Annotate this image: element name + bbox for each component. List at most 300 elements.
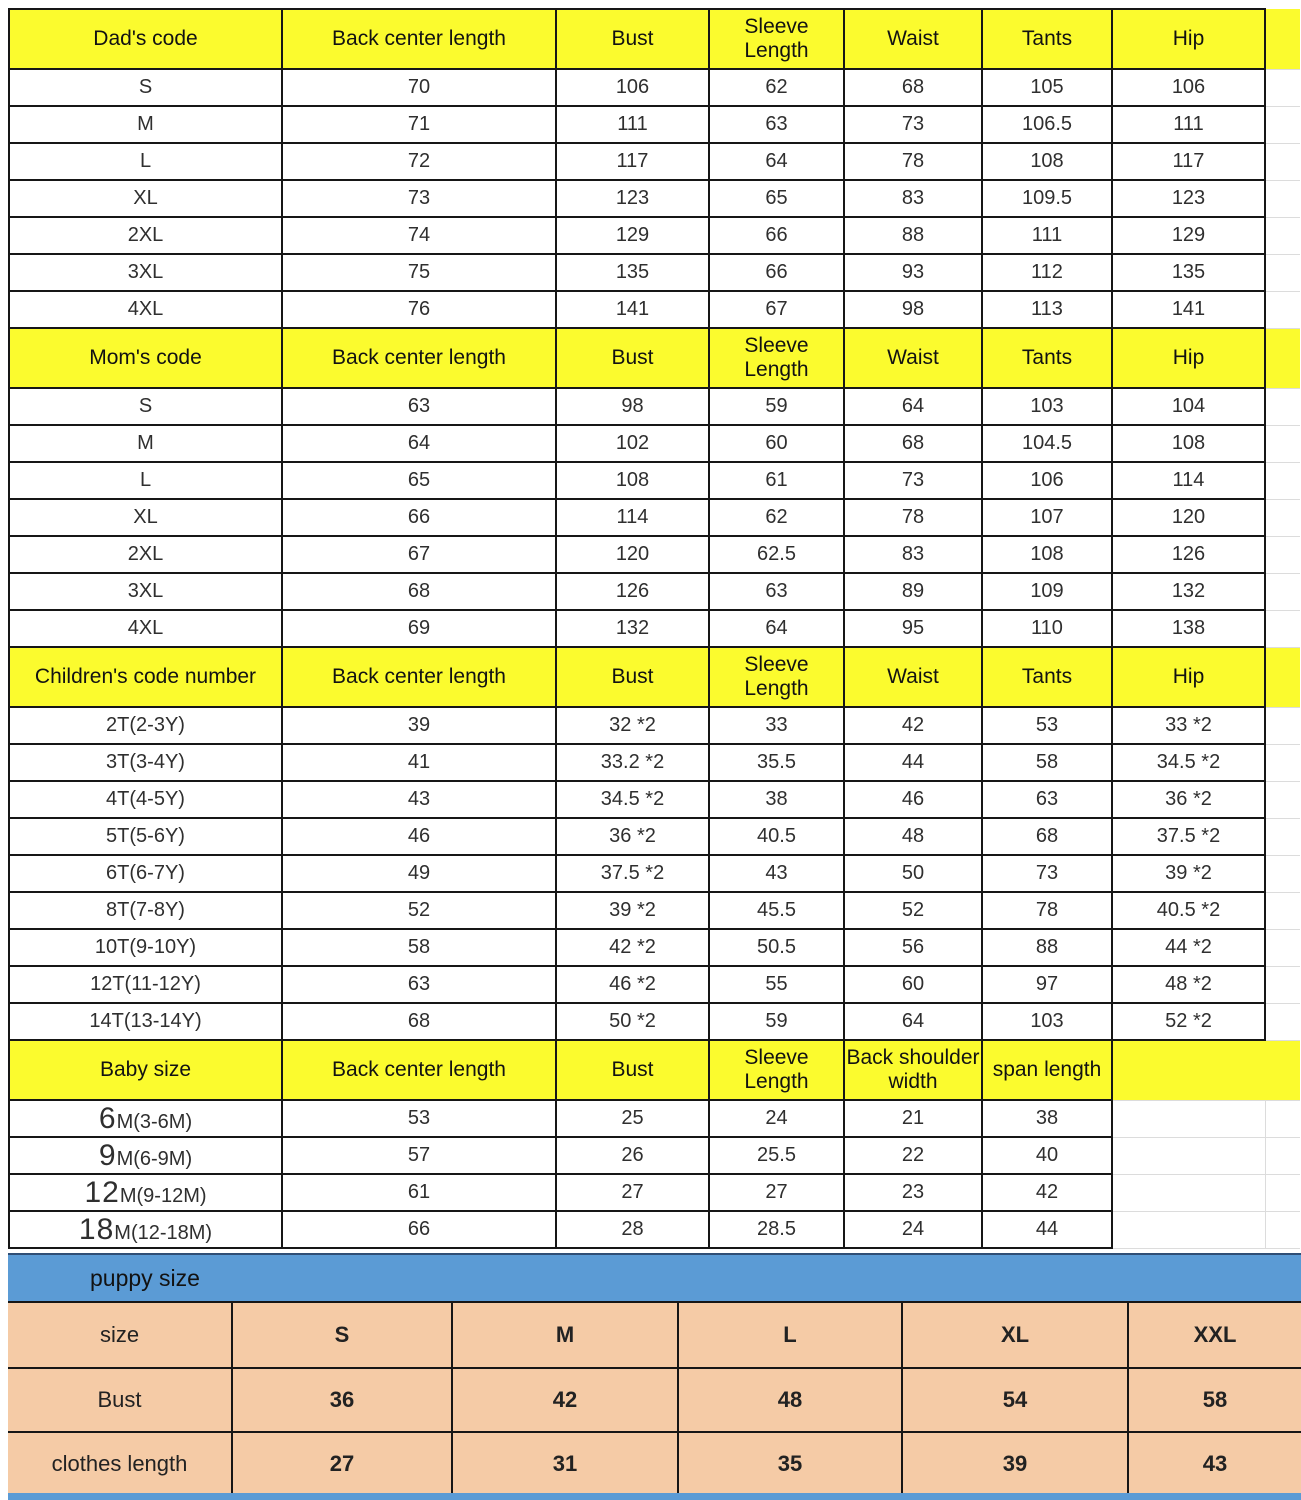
puppy-table-cell: 58 bbox=[1128, 1368, 1301, 1432]
table-cell: 64 bbox=[844, 388, 982, 425]
table-cell: 104.5 bbox=[982, 425, 1112, 462]
table-cell: 135 bbox=[556, 254, 709, 291]
table-row bbox=[9, 966, 1300, 1003]
column-header: Tants bbox=[982, 328, 1112, 388]
column-header: Back shoulder width bbox=[844, 1040, 982, 1100]
table-header-row bbox=[9, 647, 1300, 707]
table-cell: 66 bbox=[709, 217, 844, 254]
table-cell: 65 bbox=[709, 180, 844, 217]
table-cell: 57 bbox=[282, 1137, 556, 1174]
column-header: Bust bbox=[556, 647, 709, 707]
table-cell: 78 bbox=[844, 143, 982, 180]
table-cell: 24 bbox=[709, 1100, 844, 1137]
table-cell: 111 bbox=[556, 106, 709, 143]
table-cell: 95 bbox=[844, 610, 982, 647]
table-cell: 109.5 bbox=[982, 180, 1112, 217]
table-cell: 46 bbox=[282, 818, 556, 855]
table-cell: 61 bbox=[709, 462, 844, 499]
table-cell: 62.5 bbox=[709, 536, 844, 573]
sheet-gutter-cell bbox=[1265, 781, 1300, 818]
baby-size-label-rest: M(3-6M) bbox=[116, 1110, 193, 1133]
table-cell: 45.5 bbox=[709, 892, 844, 929]
sheet-gutter-cell bbox=[1265, 328, 1300, 388]
baby-size-label bbox=[9, 1100, 282, 1137]
table-cell: 68 bbox=[844, 69, 982, 106]
baby-size-section bbox=[9, 1040, 1300, 1248]
sheet-gutter-cell bbox=[1265, 1100, 1300, 1137]
table-cell: 108 bbox=[982, 143, 1112, 180]
family-size-table bbox=[8, 8, 1300, 1249]
table-cell: 28 bbox=[556, 1211, 709, 1248]
column-header: Bust bbox=[556, 9, 709, 69]
table-cell: 33 bbox=[709, 707, 844, 744]
table-cell: 40.5 *2 bbox=[1112, 892, 1265, 929]
column-header: Mom's code bbox=[9, 328, 282, 388]
table-row bbox=[9, 388, 1300, 425]
table-cell: 93 bbox=[844, 254, 982, 291]
table-cell: 98 bbox=[844, 291, 982, 328]
column-header: Sleeve Length bbox=[709, 1040, 844, 1100]
table-cell: 35.5 bbox=[709, 744, 844, 781]
sheet-gutter-cell bbox=[1265, 499, 1300, 536]
table-row bbox=[9, 610, 1300, 647]
column-header: Sleeve Length bbox=[709, 9, 844, 69]
table-cell: 34.5 *2 bbox=[556, 781, 709, 818]
table-cell: 112 bbox=[982, 254, 1112, 291]
table-cell: 70 bbox=[282, 69, 556, 106]
puppy-table-row bbox=[8, 1302, 1301, 1368]
table-cell: 120 bbox=[1112, 499, 1265, 536]
table-cell: 27 bbox=[556, 1174, 709, 1211]
table-cell: 55 bbox=[709, 966, 844, 1003]
table-cell: 102 bbox=[556, 425, 709, 462]
column-header: Bust bbox=[556, 1040, 709, 1100]
table-cell: 73 bbox=[844, 106, 982, 143]
table-cell: 2XL bbox=[9, 536, 282, 573]
table-cell: 25 bbox=[556, 1100, 709, 1137]
baby-size-label-prefix: 12 bbox=[84, 1175, 120, 1209]
sheet-gutter-cell bbox=[1265, 744, 1300, 781]
sheet-gutter-cell bbox=[1265, 707, 1300, 744]
puppy-table-cell: 36 bbox=[232, 1368, 452, 1432]
table-cell: 107 bbox=[982, 499, 1112, 536]
sheet-gutter-cell bbox=[1265, 388, 1300, 425]
baby-size-label-prefix: 18 bbox=[78, 1212, 115, 1246]
table-cell: 68 bbox=[282, 1003, 556, 1040]
table-cell: 43 bbox=[282, 781, 556, 818]
table-cell: 42 *2 bbox=[556, 929, 709, 966]
table-row bbox=[9, 707, 1300, 744]
table-cell: 63 bbox=[709, 573, 844, 610]
column-header: Sleeve Length bbox=[709, 647, 844, 707]
table-cell: 59 bbox=[709, 388, 844, 425]
column-header: Children's code number bbox=[9, 647, 282, 707]
table-cell: 37.5 *2 bbox=[556, 855, 709, 892]
column-header: Dad's code bbox=[9, 9, 282, 69]
table-cell: 67 bbox=[282, 536, 556, 573]
table-cell: M bbox=[9, 106, 282, 143]
table-cell: 88 bbox=[844, 217, 982, 254]
empty-cell bbox=[1112, 1040, 1265, 1100]
baby-size-label-rest: M(12-18M) bbox=[114, 1221, 213, 1244]
column-header: Hip bbox=[1112, 328, 1265, 388]
table-cell: 117 bbox=[556, 143, 709, 180]
table-cell: 37.5 *2 bbox=[1112, 818, 1265, 855]
table-cell: 39 *2 bbox=[556, 892, 709, 929]
table-row bbox=[9, 180, 1300, 217]
table-cell: 8T(7-8Y) bbox=[9, 892, 282, 929]
sheet-gutter-cell bbox=[1265, 647, 1300, 707]
table-cell: S bbox=[9, 69, 282, 106]
table-row bbox=[9, 1100, 1300, 1137]
table-cell: 106 bbox=[1112, 69, 1265, 106]
table-cell: 76 bbox=[282, 291, 556, 328]
sheet-gutter-cell bbox=[1265, 818, 1300, 855]
puppy-size-table bbox=[8, 1301, 1301, 1495]
table-row bbox=[9, 499, 1300, 536]
column-header: Hip bbox=[1112, 9, 1265, 69]
table-cell: L bbox=[9, 462, 282, 499]
table-cell: 68 bbox=[982, 818, 1112, 855]
table-row bbox=[9, 69, 1300, 106]
puppy-size-bar bbox=[8, 1253, 1301, 1301]
table-cell: 132 bbox=[1112, 573, 1265, 610]
puppy-table-cell: S bbox=[232, 1302, 452, 1368]
column-header: span length bbox=[982, 1040, 1112, 1100]
table-cell: 52 *2 bbox=[1112, 1003, 1265, 1040]
table-row bbox=[9, 1003, 1300, 1040]
puppy-table-cell: 31 bbox=[452, 1432, 678, 1495]
sheet-gutter-cell bbox=[1265, 180, 1300, 217]
table-cell: 64 bbox=[709, 143, 844, 180]
sheet-gutter-cell bbox=[1265, 892, 1300, 929]
table-cell: 126 bbox=[556, 573, 709, 610]
table-row bbox=[9, 254, 1300, 291]
table-cell: 110 bbox=[982, 610, 1112, 647]
table-cell: 63 bbox=[282, 388, 556, 425]
table-cell: 56 bbox=[844, 929, 982, 966]
table-cell: 114 bbox=[1112, 462, 1265, 499]
table-cell: 88 bbox=[982, 929, 1112, 966]
table-cell: 65 bbox=[282, 462, 556, 499]
sheet-gutter-cell bbox=[1265, 1003, 1300, 1040]
table-cell: 33 *2 bbox=[1112, 707, 1265, 744]
table-cell: 63 bbox=[982, 781, 1112, 818]
puppy-row-header: size bbox=[8, 1302, 232, 1368]
table-cell: 34.5 *2 bbox=[1112, 744, 1265, 781]
table-cell: 111 bbox=[1112, 106, 1265, 143]
sheet-gutter-cell bbox=[1265, 9, 1300, 69]
table-cell: 3XL bbox=[9, 254, 282, 291]
table-cell: 66 bbox=[282, 1211, 556, 1248]
table-cell: 141 bbox=[1112, 291, 1265, 328]
table-cell: 12T(11-12Y) bbox=[9, 966, 282, 1003]
table-cell: 52 bbox=[282, 892, 556, 929]
sheet-gutter-cell bbox=[1265, 929, 1300, 966]
table-cell: 50 *2 bbox=[556, 1003, 709, 1040]
table-cell: 61 bbox=[282, 1174, 556, 1211]
table-cell: 62 bbox=[709, 69, 844, 106]
column-header: Back center length bbox=[282, 1040, 556, 1100]
table-cell: 36 *2 bbox=[1112, 781, 1265, 818]
table-cell: 3T(3-4Y) bbox=[9, 744, 282, 781]
sheet-gutter-cell bbox=[1265, 536, 1300, 573]
column-header: Back center length bbox=[282, 647, 556, 707]
table-cell: 22 bbox=[844, 1137, 982, 1174]
table-cell: 42 bbox=[844, 707, 982, 744]
table-cell: 33.2 *2 bbox=[556, 744, 709, 781]
bottom-blue-strip bbox=[8, 1493, 1301, 1500]
table-cell: 50.5 bbox=[709, 929, 844, 966]
table-cell: 68 bbox=[844, 425, 982, 462]
table-cell: 129 bbox=[1112, 217, 1265, 254]
table-cell: 120 bbox=[556, 536, 709, 573]
table-cell: XL bbox=[9, 180, 282, 217]
table-cell: 49 bbox=[282, 855, 556, 892]
childrens-size-section bbox=[9, 647, 1300, 1040]
table-cell: L bbox=[9, 143, 282, 180]
puppy-table-row bbox=[8, 1368, 1301, 1432]
table-cell: 46 *2 bbox=[556, 966, 709, 1003]
table-cell: 126 bbox=[1112, 536, 1265, 573]
table-cell: 28.5 bbox=[709, 1211, 844, 1248]
table-cell: 59 bbox=[709, 1003, 844, 1040]
table-cell: 3XL bbox=[9, 573, 282, 610]
table-row bbox=[9, 1211, 1300, 1248]
table-cell: 97 bbox=[982, 966, 1112, 1003]
table-cell: 66 bbox=[282, 499, 556, 536]
table-cell: 68 bbox=[282, 573, 556, 610]
baby-size-label-prefix: 9 bbox=[98, 1138, 117, 1172]
table-cell: 44 bbox=[844, 744, 982, 781]
empty-cell bbox=[1112, 1174, 1265, 1211]
column-header: Sleeve Length bbox=[709, 328, 844, 388]
table-row bbox=[9, 855, 1300, 892]
table-cell: 111 bbox=[982, 217, 1112, 254]
table-row bbox=[9, 1137, 1300, 1174]
table-cell: 6T(6-7Y) bbox=[9, 855, 282, 892]
table-cell: 24 bbox=[844, 1211, 982, 1248]
table-cell: 135 bbox=[1112, 254, 1265, 291]
table-cell: 83 bbox=[844, 536, 982, 573]
table-row bbox=[9, 573, 1300, 610]
sheet-gutter-cell bbox=[1265, 573, 1300, 610]
table-cell: 48 *2 bbox=[1112, 966, 1265, 1003]
table-header-row bbox=[9, 328, 1300, 388]
moms-size-section bbox=[9, 328, 1300, 647]
baby-size-label-rest: M(6-9M) bbox=[116, 1147, 193, 1170]
puppy-table-cell: XXL bbox=[1128, 1302, 1301, 1368]
table-cell: 73 bbox=[282, 180, 556, 217]
table-cell: 25.5 bbox=[709, 1137, 844, 1174]
table-cell: 103 bbox=[982, 388, 1112, 425]
table-cell: 44 bbox=[982, 1211, 1112, 1248]
puppy-table-cell: 48 bbox=[678, 1368, 902, 1432]
table-cell: M bbox=[9, 425, 282, 462]
table-cell: 106.5 bbox=[982, 106, 1112, 143]
table-cell: 74 bbox=[282, 217, 556, 254]
column-header: Waist bbox=[844, 9, 982, 69]
table-row bbox=[9, 217, 1300, 254]
table-cell: 14T(13-14Y) bbox=[9, 1003, 282, 1040]
table-cell: 53 bbox=[282, 1100, 556, 1137]
empty-cell bbox=[1112, 1211, 1265, 1248]
table-cell: 43 bbox=[709, 855, 844, 892]
table-cell: 129 bbox=[556, 217, 709, 254]
table-cell: 73 bbox=[982, 855, 1112, 892]
sheet-gutter-cell bbox=[1265, 1211, 1300, 1248]
table-cell: 64 bbox=[709, 610, 844, 647]
table-cell: 72 bbox=[282, 143, 556, 180]
table-cell: 114 bbox=[556, 499, 709, 536]
table-cell: XL bbox=[9, 499, 282, 536]
column-header: Back center length bbox=[282, 328, 556, 388]
sheet-gutter-cell bbox=[1265, 217, 1300, 254]
puppy-table-cell: 43 bbox=[1128, 1432, 1301, 1495]
table-cell: 41 bbox=[282, 744, 556, 781]
sheet-gutter-cell bbox=[1265, 1174, 1300, 1211]
table-cell: 104 bbox=[1112, 388, 1265, 425]
puppy-table-row bbox=[8, 1432, 1301, 1495]
table-cell: 40 bbox=[982, 1137, 1112, 1174]
puppy-table-cell: 39 bbox=[902, 1432, 1128, 1495]
table-cell: 63 bbox=[282, 966, 556, 1003]
sheet-gutter-cell bbox=[1265, 1137, 1300, 1174]
sheet-gutter-cell bbox=[1265, 1040, 1300, 1100]
sheet-gutter-cell bbox=[1265, 425, 1300, 462]
table-row bbox=[9, 462, 1300, 499]
table-cell: 52 bbox=[844, 892, 982, 929]
baby-size-label-prefix: 6 bbox=[98, 1101, 117, 1135]
column-header: Tants bbox=[982, 9, 1112, 69]
table-row bbox=[9, 291, 1300, 328]
puppy-table-cell: 42 bbox=[452, 1368, 678, 1432]
table-cell: 32 *2 bbox=[556, 707, 709, 744]
sheet-gutter-cell bbox=[1265, 610, 1300, 647]
table-cell: 73 bbox=[844, 462, 982, 499]
table-cell: 98 bbox=[556, 388, 709, 425]
table-cell: 106 bbox=[556, 69, 709, 106]
baby-size-label bbox=[9, 1137, 282, 1174]
table-cell: 48 bbox=[844, 818, 982, 855]
puppy-row-header: Bust bbox=[8, 1368, 232, 1432]
table-cell: 132 bbox=[556, 610, 709, 647]
table-cell: 46 bbox=[844, 781, 982, 818]
table-cell: 83 bbox=[844, 180, 982, 217]
table-cell: 4XL bbox=[9, 291, 282, 328]
puppy-table-cell: 27 bbox=[232, 1432, 452, 1495]
table-cell: 60 bbox=[709, 425, 844, 462]
puppy-table-cell: M bbox=[452, 1302, 678, 1368]
table-cell: 2XL bbox=[9, 217, 282, 254]
table-cell: 44 *2 bbox=[1112, 929, 1265, 966]
baby-size-label bbox=[9, 1211, 282, 1248]
table-cell: 23 bbox=[844, 1174, 982, 1211]
sheet-gutter-cell bbox=[1265, 966, 1300, 1003]
table-cell: 39 *2 bbox=[1112, 855, 1265, 892]
column-header: Waist bbox=[844, 328, 982, 388]
column-header: Tants bbox=[982, 647, 1112, 707]
empty-cell bbox=[1112, 1137, 1265, 1174]
table-row bbox=[9, 143, 1300, 180]
table-cell: 78 bbox=[982, 892, 1112, 929]
dads-size-section bbox=[9, 9, 1300, 328]
sheet-gutter-cell bbox=[1265, 143, 1300, 180]
puppy-size-bar-label: puppy size bbox=[90, 1264, 200, 1291]
table-cell: 106 bbox=[982, 462, 1112, 499]
table-cell: 113 bbox=[982, 291, 1112, 328]
table-cell: 103 bbox=[982, 1003, 1112, 1040]
table-cell: 108 bbox=[556, 462, 709, 499]
table-cell: S bbox=[9, 388, 282, 425]
column-header: Bust bbox=[556, 328, 709, 388]
table-cell: 26 bbox=[556, 1137, 709, 1174]
table-cell: 21 bbox=[844, 1100, 982, 1137]
table-cell: 108 bbox=[982, 536, 1112, 573]
table-cell: 78 bbox=[844, 499, 982, 536]
puppy-row-header: clothes length bbox=[8, 1432, 232, 1495]
table-cell: 108 bbox=[1112, 425, 1265, 462]
table-cell: 109 bbox=[982, 573, 1112, 610]
table-cell: 64 bbox=[844, 1003, 982, 1040]
baby-size-label-rest: M(9-12M) bbox=[119, 1184, 207, 1207]
table-row bbox=[9, 1174, 1300, 1211]
table-cell: 36 *2 bbox=[556, 818, 709, 855]
table-header-row bbox=[9, 1040, 1300, 1100]
column-header: Waist bbox=[844, 647, 982, 707]
column-header: Back center length bbox=[282, 9, 556, 69]
table-row bbox=[9, 818, 1300, 855]
table-cell: 53 bbox=[982, 707, 1112, 744]
table-cell: 64 bbox=[282, 425, 556, 462]
table-cell: 5T(5-6Y) bbox=[9, 818, 282, 855]
table-cell: 89 bbox=[844, 573, 982, 610]
table-cell: 117 bbox=[1112, 143, 1265, 180]
puppy-table-cell: 35 bbox=[678, 1432, 902, 1495]
table-cell: 4T(4-5Y) bbox=[9, 781, 282, 818]
table-cell: 4XL bbox=[9, 610, 282, 647]
puppy-table-cell: XL bbox=[902, 1302, 1128, 1368]
table-row bbox=[9, 425, 1300, 462]
table-cell: 138 bbox=[1112, 610, 1265, 647]
table-cell: 42 bbox=[982, 1174, 1112, 1211]
empty-cell bbox=[1112, 1100, 1265, 1137]
table-cell: 141 bbox=[556, 291, 709, 328]
table-row bbox=[9, 106, 1300, 143]
table-cell: 69 bbox=[282, 610, 556, 647]
puppy-table-cell: 54 bbox=[902, 1368, 1128, 1432]
table-cell: 62 bbox=[709, 499, 844, 536]
table-cell: 40.5 bbox=[709, 818, 844, 855]
table-cell: 58 bbox=[282, 929, 556, 966]
table-cell: 67 bbox=[709, 291, 844, 328]
table-cell: 105 bbox=[982, 69, 1112, 106]
sheet-gutter-cell bbox=[1265, 254, 1300, 291]
table-cell: 2T(2-3Y) bbox=[9, 707, 282, 744]
column-header: Baby size bbox=[9, 1040, 282, 1100]
table-cell: 123 bbox=[556, 180, 709, 217]
table-header-row bbox=[9, 9, 1300, 69]
table-row bbox=[9, 892, 1300, 929]
table-row bbox=[9, 929, 1300, 966]
table-row bbox=[9, 536, 1300, 573]
table-cell: 71 bbox=[282, 106, 556, 143]
table-cell: 63 bbox=[709, 106, 844, 143]
sheet-gutter-cell bbox=[1265, 855, 1300, 892]
sheet-gutter-cell bbox=[1265, 462, 1300, 499]
table-cell: 60 bbox=[844, 966, 982, 1003]
puppy-table-cell: L bbox=[678, 1302, 902, 1368]
